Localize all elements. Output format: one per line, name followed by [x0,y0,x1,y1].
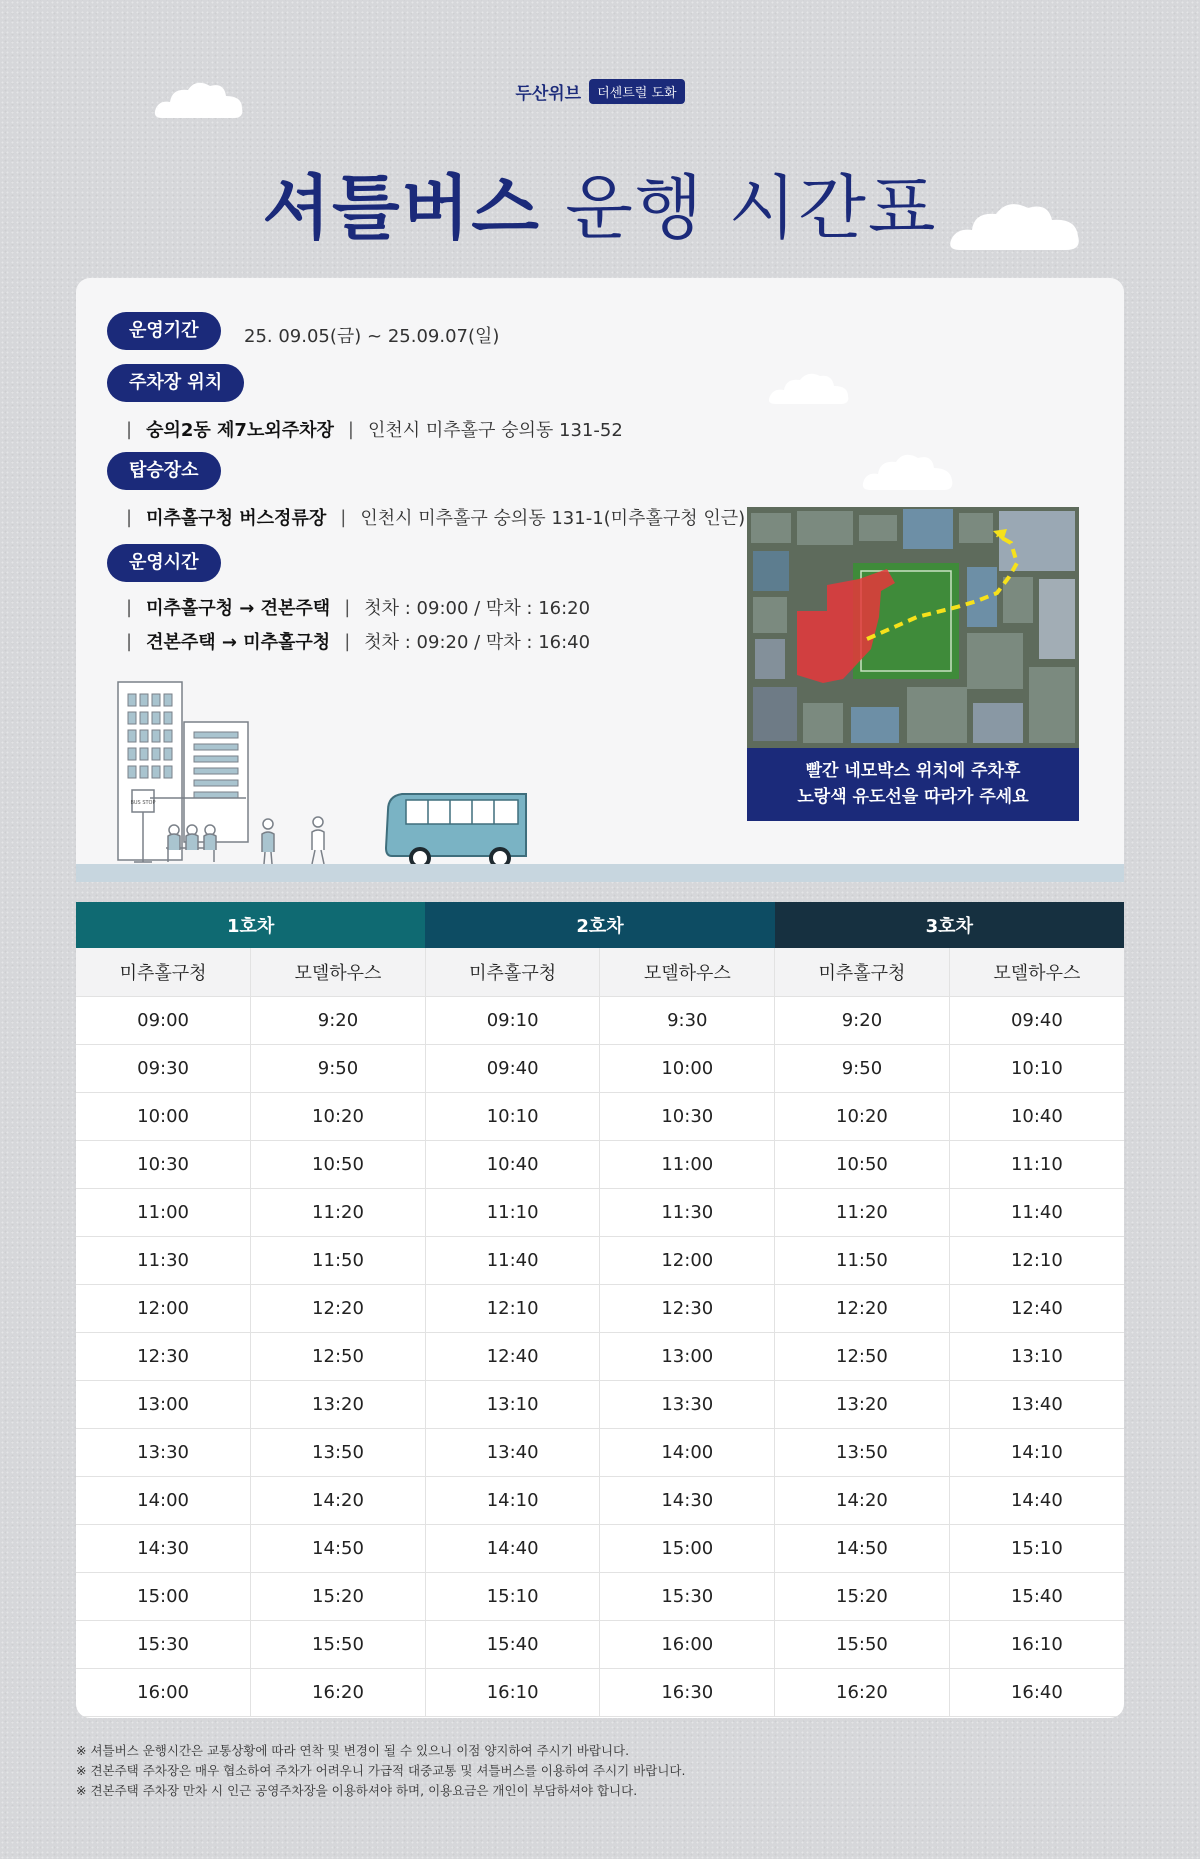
time-cell: 12:40 [425,1332,600,1380]
time-cell: 10:10 [425,1092,600,1140]
time-cell: 11:20 [775,1188,950,1236]
aerial-map-image [747,507,1079,748]
bus-stop-illustration [106,678,646,878]
time-cell: 16:00 [600,1620,775,1668]
time-cell: 15:40 [949,1572,1124,1620]
stop-header: 모델하우스 [251,948,426,996]
time-cell: 12:30 [76,1332,251,1380]
note-line: ※ 셔틀버스 운행시간은 교통상황에 따라 연착 및 변경이 될 수 있으니 이점 양지하여 주시기 바랍니다. [76,1743,630,1758]
time-cell: 14:40 [949,1476,1124,1524]
time-cell: 11:40 [425,1236,600,1284]
time-cell: 10:00 [76,1092,251,1140]
stop-header: 모델하우스 [949,948,1124,996]
time-cell: 11:10 [949,1140,1124,1188]
parking-name: 숭의2동 제7노외주차장 [146,420,334,441]
time-cell: 10:40 [949,1092,1124,1140]
stop-header: 모델하우스 [600,948,775,996]
notes [76,1741,1124,1801]
time-cell: 14:30 [76,1524,251,1572]
time-cell: 15:10 [949,1524,1124,1572]
time-cell: 9:30 [600,996,775,1044]
time-cell: 15:10 [425,1572,600,1620]
time-cell: 15:30 [76,1620,251,1668]
time-cell: 13:00 [76,1380,251,1428]
time-cell: 12:50 [775,1332,950,1380]
map-caption-line1: 빨간 네모박스 위치에 주차후 [805,761,1021,781]
parking-map [747,507,1079,821]
table-row [76,1668,1124,1716]
time-cell: 09:40 [949,996,1124,1044]
time-cell: 15:00 [76,1572,251,1620]
time-cell: 14:20 [251,1476,426,1524]
time-cell: 16:40 [949,1668,1124,1716]
time-cell: 10:30 [600,1092,775,1140]
table-row [76,996,1124,1044]
table-row [76,1428,1124,1476]
table-row [76,1044,1124,1092]
info-card [76,278,1124,882]
time-cell: 16:00 [76,1668,251,1716]
boarding-label: 탑승장소 [107,452,221,490]
time-cell: 14:10 [425,1476,600,1524]
time-cell: 15:50 [775,1620,950,1668]
route2-line [126,628,590,654]
time-cell: 12:10 [425,1284,600,1332]
parking-label: 주차장 위치 [107,364,244,402]
bus-stop-sign: BUS STOP [130,800,156,806]
brand-badge: 더센트럴 도화 [589,79,684,104]
time-cell: 11:00 [600,1140,775,1188]
time-cell: 15:40 [425,1620,600,1668]
time-cell: 13:00 [600,1332,775,1380]
time-cell: 09:00 [76,996,251,1044]
time-cell: 14:40 [425,1524,600,1572]
time-cell: 12:20 [251,1284,426,1332]
parking-line [126,416,623,442]
time-cell: 12:00 [76,1284,251,1332]
time-cell: 10:20 [251,1092,426,1140]
route1-name: 미추홀구청 → 견본주택 [146,598,331,619]
bus-icon [386,794,526,867]
time-cell: 10:50 [251,1140,426,1188]
time-cell: 12:10 [949,1236,1124,1284]
time-cell: 14:10 [949,1428,1124,1476]
time-cell: 10:40 [425,1140,600,1188]
time-cell: 12:50 [251,1332,426,1380]
hours-label: 운영시간 [107,544,221,582]
time-cell: 11:20 [251,1188,426,1236]
time-cell: 9:20 [251,996,426,1044]
divider: | [344,630,351,652]
note-line: ※ 견본주택 주차장은 매우 협소하여 주차가 어려우니 가급적 대중교통 및 셔틀버스를 이용하여 주시기 바랍니다. [76,1763,686,1778]
time-cell: 13:40 [425,1428,600,1476]
time-cell: 13:50 [775,1428,950,1476]
table-row [76,1620,1124,1668]
shuttle-timetable [76,902,1124,1718]
time-cell: 9:20 [775,996,950,1044]
stop-header: 미추홀구청 [425,948,600,996]
divider: | [344,596,351,618]
page-title [0,152,1200,253]
table-row [76,1236,1124,1284]
time-cell: 09:40 [425,1044,600,1092]
table-row [76,1188,1124,1236]
divider: | [126,630,133,652]
boarding-line [126,504,745,530]
note-line: ※ 견본주택 주차장 만차 시 인근 공영주차장을 이용하셔야 하며, 이용요금은 개인이 부담하셔야 합니다. [76,1783,638,1798]
time-cell: 9:50 [251,1044,426,1092]
time-cell: 14:50 [775,1524,950,1572]
car-1-header: 1호차 [76,902,425,948]
time-cell: 11:10 [425,1188,600,1236]
time-cell: 13:20 [251,1380,426,1428]
time-cell: 14:20 [775,1476,950,1524]
title-regular: 운행 시간표 [565,167,938,249]
time-cell: 10:30 [76,1140,251,1188]
time-cell: 12:30 [600,1284,775,1332]
stop-header: 미추홀구청 [775,948,950,996]
time-cell: 15:20 [251,1572,426,1620]
time-cell: 13:30 [76,1428,251,1476]
time-cell: 13:20 [775,1380,950,1428]
brand-name: 두산위브 [515,84,582,104]
timetable-table [76,902,1124,1717]
time-cell: 16:10 [425,1668,600,1716]
time-cell: 15:20 [775,1572,950,1620]
stop-header-row [76,948,1124,996]
time-cell: 15:50 [251,1620,426,1668]
divider: | [126,418,133,440]
time-cell: 15:00 [600,1524,775,1572]
boarding-name: 미추홀구청 버스정류장 [146,508,327,529]
time-cell: 09:30 [76,1044,251,1092]
time-cell: 10:10 [949,1044,1124,1092]
route2-name: 견본주택 → 미추홀구청 [146,632,331,653]
table-row [76,1092,1124,1140]
time-cell: 16:10 [949,1620,1124,1668]
parking-address: 인천시 미추홀구 숭의동 131-52 [367,420,623,441]
time-cell: 16:30 [600,1668,775,1716]
time-cell: 09:10 [425,996,600,1044]
period-label: 운영기간 [107,312,221,350]
car-2-header: 2호차 [425,902,774,948]
time-cell: 13:50 [251,1428,426,1476]
time-cell: 11:30 [600,1188,775,1236]
table-row [76,1572,1124,1620]
table-row [76,1524,1124,1572]
cloud-decoration [860,450,960,496]
divider: | [347,418,354,440]
time-cell: 14:00 [76,1476,251,1524]
time-cell: 10:00 [600,1044,775,1092]
route1-line [126,594,590,620]
timetable-body [76,996,1124,1716]
time-cell: 13:10 [425,1380,600,1428]
time-cell: 16:20 [251,1668,426,1716]
map-caption-line2: 노랑색 유도선을 따라가 주세요 [797,787,1029,807]
route2-time: 첫차 : 09:20 / 막차 : 16:40 [364,632,591,653]
time-cell: 11:40 [949,1188,1124,1236]
stop-header: 미추홀구청 [76,948,251,996]
time-cell: 14:50 [251,1524,426,1572]
divider: | [340,506,347,528]
divider: | [126,506,133,528]
route1-time: 첫차 : 09:00 / 막차 : 16:20 [364,598,591,619]
time-cell: 14:00 [600,1428,775,1476]
time-cell: 16:20 [775,1668,950,1716]
title-bold: 셔틀버스 [262,167,541,249]
time-cell: 11:50 [775,1236,950,1284]
time-cell: 14:30 [600,1476,775,1524]
cloud-decoration [766,370,852,410]
time-cell: 15:30 [600,1572,775,1620]
car-header-row [76,902,1124,948]
time-cell: 11:00 [76,1188,251,1236]
time-cell: 9:50 [775,1044,950,1092]
table-row [76,1476,1124,1524]
time-cell: 13:40 [949,1380,1124,1428]
map-caption [747,748,1079,821]
table-row [76,1380,1124,1428]
time-cell: 11:30 [76,1236,251,1284]
ground-strip [76,864,1124,882]
table-row [76,1284,1124,1332]
table-row [76,1332,1124,1380]
time-cell: 12:00 [600,1236,775,1284]
period-value: 25. 09.05(금) ~ 25.09.07(일) [244,326,500,347]
car-3-header: 3호차 [775,902,1124,948]
divider: | [126,596,133,618]
time-cell: 10:20 [775,1092,950,1140]
time-cell: 11:50 [251,1236,426,1284]
time-cell: 12:40 [949,1284,1124,1332]
time-cell: 13:10 [949,1332,1124,1380]
table-row [76,1140,1124,1188]
time-cell: 12:20 [775,1284,950,1332]
time-cell: 13:30 [600,1380,775,1428]
time-cell: 10:50 [775,1140,950,1188]
boarding-address: 인천시 미추홀구 숭의동 131-1(미추홀구청 인근) [360,508,746,529]
